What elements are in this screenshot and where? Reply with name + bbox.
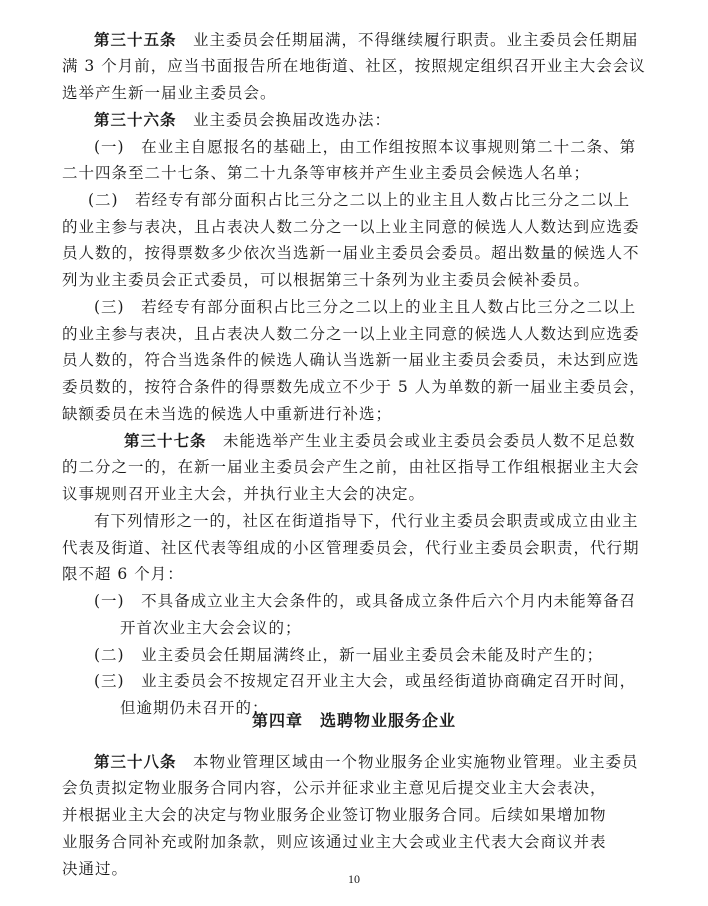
line-text: 员人数的，按得票数多少依次当选新一届业主委员会委员。超出数量的候选人不	[62, 244, 640, 262]
paragraph-line	[0, 294, 708, 320]
article-number: 第三十六条	[94, 110, 177, 129]
paragraph-line	[0, 802, 708, 828]
article-line	[0, 107, 708, 133]
article-number: 第三十七条	[124, 431, 207, 450]
paragraph-line	[0, 374, 708, 400]
line-text: 选举产生新一届业主委员会。	[62, 84, 277, 102]
line-text: 代表及街道、社区代表等组成的小区管理委员会，代行业主委员会职责，代行期	[62, 539, 640, 557]
paragraph-line	[0, 134, 708, 160]
paragraph-line	[0, 642, 708, 668]
paragraph-line	[0, 829, 708, 855]
paragraph-line	[0, 775, 708, 801]
line-text: 业主委员会任期届满，不得继续履行职责。业主委员会任期届	[176, 31, 639, 49]
paragraph-line	[0, 856, 708, 882]
line-text: (一) 在业主自愿报名的基础上，由工作组按照本议事规则第二十二条、第	[94, 138, 637, 156]
line-text: (三) 若经专有部分面积占比三分之二以上的业主且人数占比三分之二以上	[94, 298, 637, 316]
line-text: 决通过。	[62, 860, 129, 878]
paragraph-line	[0, 401, 708, 427]
line-text: 的业主参与表决，且占表决人数二分之一以上业主同意的候选人人数达到应选委	[62, 218, 640, 236]
line-text: 有下列情形之一的，社区在街道指导下，代行业主委员会职责或成立由业主	[94, 512, 639, 530]
chapter-heading: 第四章 选聘物业服务企业	[251, 711, 456, 730]
paragraph-line	[0, 615, 708, 641]
paragraph-line	[0, 214, 708, 240]
article-number: 第三十八条	[94, 752, 177, 771]
line-text: 员人数的，符合当选条件的候选人确认当选新一届业主委员会委员，未达到应选	[62, 351, 640, 369]
paragraph-line	[0, 454, 708, 480]
line-text: 缺额委员在未当选的候选人中重新进行补选；	[62, 405, 393, 423]
line-text: (三) 业主委员会不按规定召开业主大会，或虽经街道协商确定召开时间，	[94, 672, 637, 690]
line-text: 满 3 个月前，应当书面报告所在地街道、社区，按照规定组织召开业主大会会议	[62, 57, 646, 75]
line-text: (一) 不具备成立业主大会条件的，或具备成立条件后六个月内未能筹备召	[94, 592, 637, 610]
line-text: 的二分之一的，在新一届业主委员会产生之前，由社区指导工作组根据业主大会	[62, 458, 640, 476]
page-number: 10	[348, 872, 360, 886]
paragraph-line	[0, 561, 708, 587]
paragraph-line	[0, 668, 708, 694]
line-text: 但逾期仍未召开的；	[120, 699, 269, 717]
paragraph-line	[0, 508, 708, 534]
line-text: 议事规则召开业主大会，并执行业主大会的决定。	[62, 485, 426, 503]
article-number: 第三十五条	[94, 30, 177, 49]
line-text: 业主委员会换届改选办法：	[176, 111, 392, 129]
line-text: 列为业主委员会正式委员，可以根据第三十条列为业主委员会候补委员。	[62, 271, 591, 289]
paragraph-line	[0, 80, 708, 106]
paragraph-line	[0, 267, 708, 293]
paragraph-line	[0, 695, 708, 721]
line-text: 二十四条至二十七条、第二十九条等审核并产生业主委员会候选人名单；	[62, 164, 591, 182]
article-line	[0, 428, 708, 454]
line-text: 未能选举产生业主委员会或业主委员会委员人数不足总数	[206, 432, 636, 450]
line-text: 开首次业主大会会议的；	[120, 619, 302, 637]
line-text: 会负责拟定物业服务合同内容，公示并征求业主意见后提交业主大会表决，	[62, 779, 607, 797]
line-text: 并根据业主大会的决定与物业服务企业签订物业服务合同。后续如果增加物	[62, 806, 607, 824]
paragraph-line	[0, 481, 708, 507]
line-text: 本物业管理区域由一个物业服务企业实施物业管理。业主委员	[176, 753, 639, 771]
paragraph-line	[0, 588, 708, 614]
line-text: 的业主参与表决，且占表决人数二分之一以上业主同意的候选人人数达到应选委	[62, 325, 640, 343]
paragraph-line	[0, 347, 708, 373]
line-text: 限不超 6 个月：	[62, 565, 184, 583]
paragraph-line	[0, 160, 708, 186]
paragraph-line	[0, 240, 708, 266]
paragraph-line	[0, 53, 708, 79]
article-line	[0, 27, 708, 53]
line-text: 业服务合同补充或附加条款，则应该通过业主大会或业主代表大会商议并表	[62, 833, 607, 851]
line-text: 委员数的，按符合条件的得票数先成立不少于 5 人为单数的新一届业主委员会，	[62, 378, 646, 396]
line-text: (二) 若经专有部分面积占比三分之二以上的业主且人数占比三分之二以上	[88, 191, 631, 209]
paragraph-line	[0, 321, 708, 347]
paragraph-line	[0, 187, 708, 213]
article-line	[0, 749, 708, 775]
line-text: (二) 业主委员会任期届满终止，新一届业主委员会未能及时产生的；	[94, 646, 604, 664]
paragraph-line	[0, 535, 708, 561]
